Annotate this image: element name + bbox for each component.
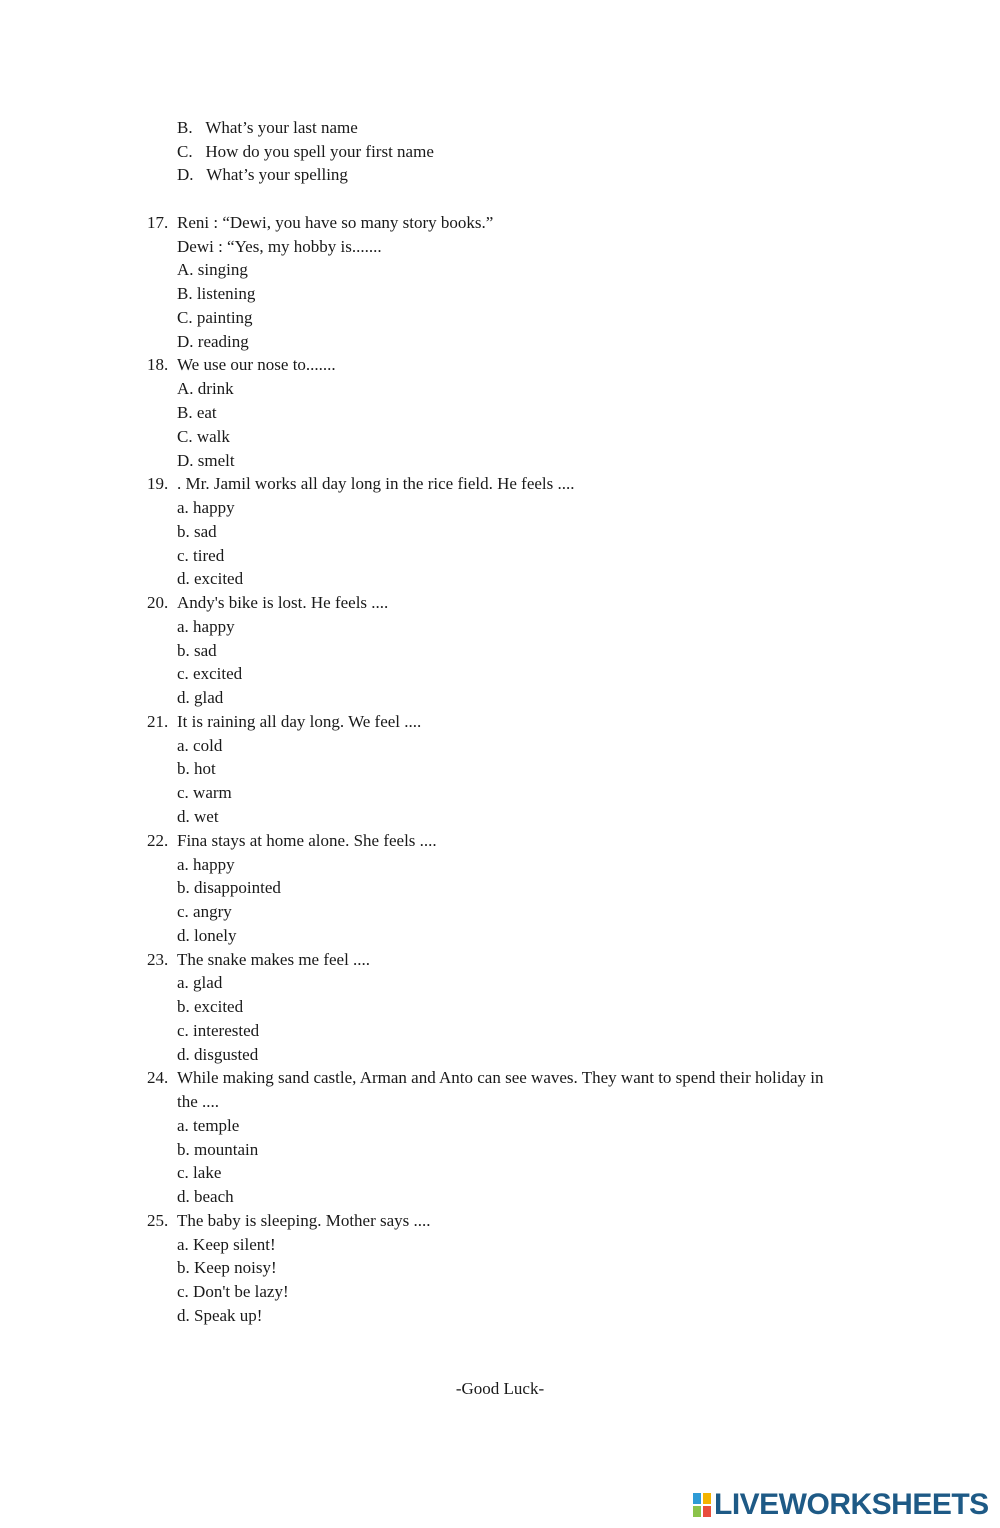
prev-option-c: C. How do you spell your first name: [177, 142, 434, 161]
answer-option[interactable]: c. tired: [177, 546, 225, 565]
answer-option[interactable]: C. painting: [177, 308, 253, 327]
question-text: It is raining all day long. We feel ....: [177, 712, 422, 731]
answer-option[interactable]: a. happy: [177, 498, 235, 517]
answer-option[interactable]: b. disappointed: [177, 878, 281, 897]
answer-option[interactable]: D. reading: [177, 332, 249, 351]
answer-option[interactable]: a. happy: [177, 617, 235, 636]
answer-option[interactable]: A. singing: [177, 260, 248, 279]
question-number: 17.: [147, 213, 169, 232]
prev-option-d: D. What’s your spelling: [177, 165, 348, 184]
answer-option[interactable]: b. mountain: [177, 1140, 259, 1159]
answer-option[interactable]: d. glad: [177, 688, 224, 707]
answer-option[interactable]: D. smelt: [177, 451, 235, 470]
question-text: The baby is sleeping. Mother says ....: [177, 1211, 431, 1230]
answer-option[interactable]: c. warm: [177, 783, 232, 802]
question-text: The snake makes me feel ....: [177, 950, 371, 969]
answer-option[interactable]: c. lake: [177, 1163, 222, 1182]
question-number: 25.: [147, 1211, 169, 1230]
question-text: Fina stays at home alone. She feels ....: [177, 831, 437, 850]
answer-option[interactable]: d. beach: [177, 1187, 234, 1206]
question-number: 22.: [147, 831, 169, 850]
question-text: While making sand castle, Arman and Anto can see waves. They want to spend their holiday in: [177, 1068, 824, 1087]
prev-option-b: B. What’s your last name: [177, 118, 358, 137]
answer-option[interactable]: b. hot: [177, 759, 216, 778]
footer-good-luck: -Good Luck-: [455, 1379, 545, 1398]
answer-option[interactable]: d. excited: [177, 569, 244, 588]
question-number: 21.: [147, 712, 169, 731]
question-number: 24.: [147, 1068, 169, 1087]
answer-option[interactable]: a. cold: [177, 736, 223, 755]
question-text: Andy's bike is lost. He feels ....: [177, 593, 389, 612]
answer-option[interactable]: c. angry: [177, 902, 232, 921]
answer-option[interactable]: a. Keep silent!: [177, 1235, 276, 1254]
question-number: 23.: [147, 950, 169, 969]
answer-option[interactable]: b. sad: [177, 641, 217, 660]
answer-option[interactable]: a. glad: [177, 973, 223, 992]
answer-option[interactable]: C. walk: [177, 427, 230, 446]
liveworksheets-logo-icon: [692, 1492, 712, 1518]
answer-option[interactable]: B. eat: [177, 403, 217, 422]
question-number: 18.: [147, 355, 169, 374]
answer-option[interactable]: d. disgusted: [177, 1045, 259, 1064]
answer-option[interactable]: c. excited: [177, 664, 243, 683]
question-text: the ....: [177, 1092, 220, 1111]
answer-option[interactable]: d. lonely: [177, 926, 237, 945]
liveworksheets-logo: [692, 1490, 989, 1520]
answer-option[interactable]: b. sad: [177, 522, 217, 541]
question-text: . Mr. Jamil works all day long in the rice field. He feels ....: [177, 474, 575, 493]
question-number: 19.: [147, 474, 169, 493]
answer-option[interactable]: A. drink: [177, 379, 234, 398]
answer-option[interactable]: c. Don't be lazy!: [177, 1282, 289, 1301]
answer-option[interactable]: b. excited: [177, 997, 244, 1016]
answer-option[interactable]: c. interested: [177, 1021, 260, 1040]
answer-option[interactable]: b. Keep noisy!: [177, 1258, 277, 1277]
liveworksheets-logo-text: LIVEWORKSHEETS: [714, 1488, 989, 1521]
answer-option[interactable]: d. wet: [177, 807, 219, 826]
answer-option[interactable]: d. Speak up!: [177, 1306, 263, 1325]
question-number: 20.: [147, 593, 169, 612]
answer-option[interactable]: B. listening: [177, 284, 256, 303]
answer-option[interactable]: a. temple: [177, 1116, 240, 1135]
question-text: We use our nose to.......: [177, 355, 336, 374]
question-text: Dewi : “Yes, my hobby is.......: [177, 237, 382, 256]
question-text: Reni : “Dewi, you have so many story books.”: [177, 213, 494, 232]
answer-option[interactable]: a. happy: [177, 855, 235, 874]
